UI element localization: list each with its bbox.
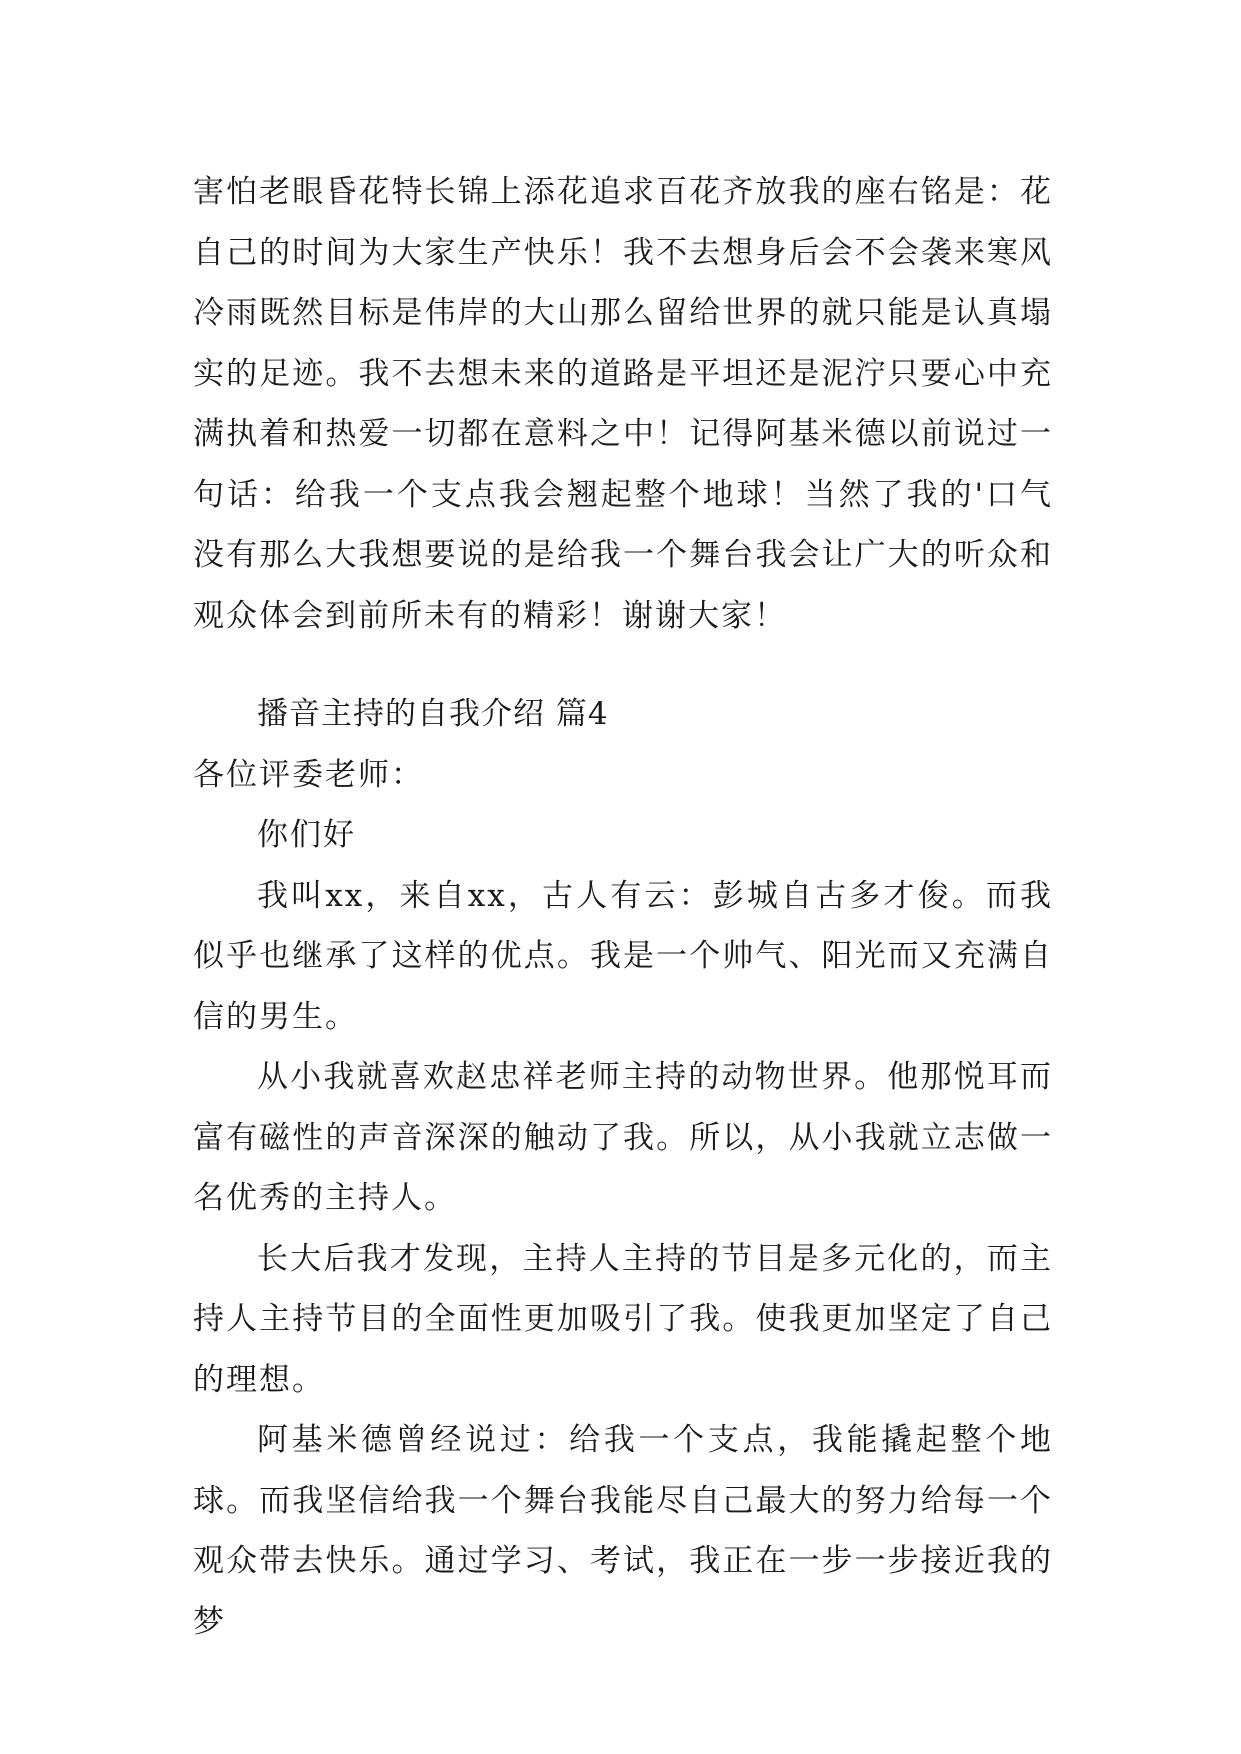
greeting: 你们好	[257, 817, 356, 853]
continued-paragraph: 害怕老眼昏花特长锦上添花追求百花齐放我的座右铭是：花自己的时间为大家生产快乐！我不去想身后会不会袭来寒风冷雨既然目标是伟岸的大山那么留给世界的就只能是认真塌实的足迹。我不去想未来的道路是平坦还是泥泞只要心中充满执着和热爱一切都在意料之中！记得阿基米德以前说过一句话：给我一个支点我会翘起整个地球！当然了我的'口气没有那么大我想要说的是给我一个舞台我会让广大的听众和观众体会到前所未有的精彩！谢谢大家！	[193, 174, 1053, 634]
paragraph: 我叫xx，来自xx，古人有云：彭城自古多才俊。而我似乎也继承了这样的优点。我是一个帅气、阳光而又充满自信的男生。	[193, 877, 1053, 1035]
document-main-block	[193, 684, 1053, 1652]
document-top-block	[193, 162, 1053, 646]
salutation: 各位评委老师：	[193, 756, 424, 793]
paragraph: 从小我就喜欢赵忠祥老师主持的动物世界。他那悦耳而富有磁性的声音深深的触动了我。所以，从小我就立志做一名优秀的主持人。	[193, 1059, 1053, 1216]
section-title: 播音主持的自我介绍 篇4	[257, 696, 609, 732]
paragraph: 长大后我才发现，主持人主持的节目是多元化的，而主持人主持节目的全面性更加吸引了我。使我更加坚定了自己的理想。	[193, 1240, 1053, 1398]
paragraph: 阿基米德曾经说过：给我一个支点，我能撬起整个地球。而我坚信给我一个舞台我能尽自己最大的努力给每一个观众带去快乐。通过学习、考试，我正在一步一步接近我的梦	[193, 1422, 1053, 1640]
